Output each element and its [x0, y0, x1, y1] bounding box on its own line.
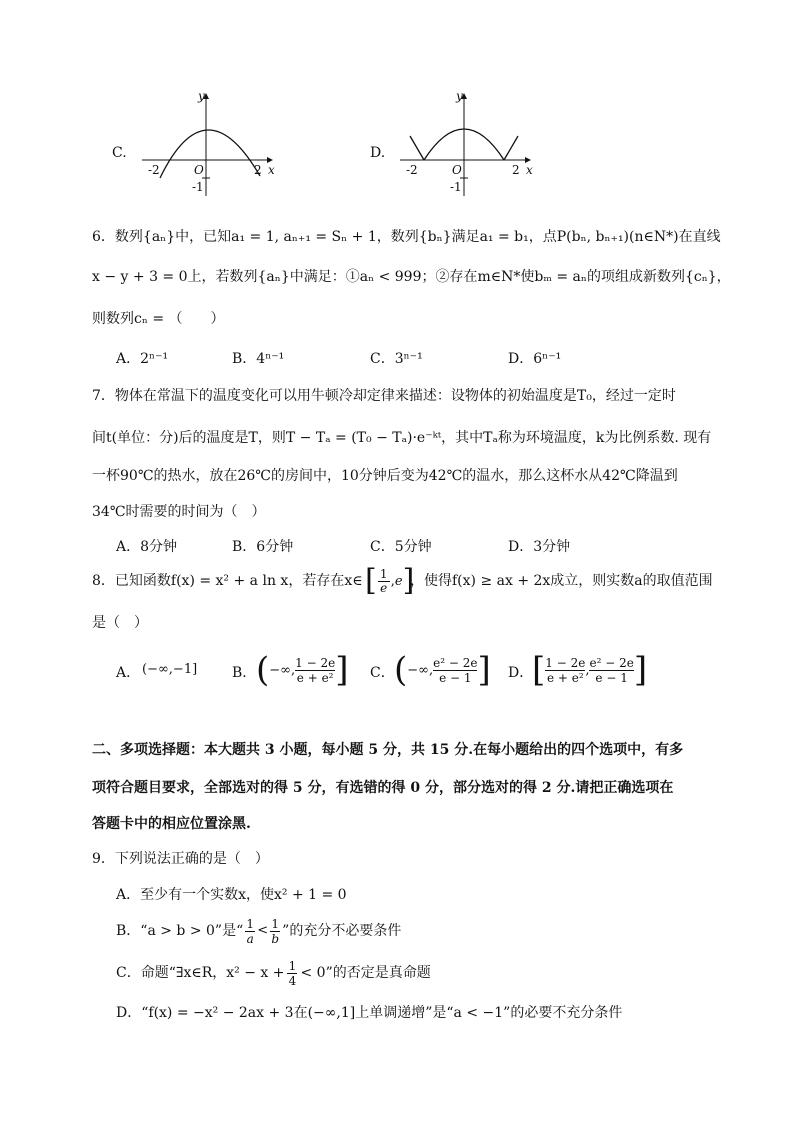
- q8-interval-right: e: [394, 573, 403, 589]
- q8-line1-a: 8．已知函数f(x) = x² + a ln x，若存在x∈: [92, 573, 363, 589]
- q6-option-c: C．3ⁿ⁻¹: [370, 351, 423, 367]
- q8-option-d-num2: e² − 2e: [589, 655, 634, 670]
- graph-c-tick-left: -2: [148, 163, 160, 177]
- q8-option-c-den: e − 1: [439, 670, 472, 685]
- graph-d-label: D.: [370, 145, 386, 161]
- q7-line3: 一杯90℃的热水，放在26℃的房间中，10分钟后变为42℃的温水，那么这杯水从42℃降温到: [92, 468, 678, 484]
- q8-option-c-label: C．: [370, 665, 395, 681]
- q9-option-c-frac-num: 1: [288, 958, 297, 973]
- graph-c: [138, 88, 288, 200]
- q8-option-a: (−∞,−1]: [142, 662, 198, 677]
- q8-option-d-label: D．: [508, 665, 534, 681]
- q9-option-c-post: < 0”的否定是真命题: [300, 965, 431, 981]
- q8-option-b-label: B．: [232, 665, 257, 681]
- q9-option-c-pre: C．命题“∃x∈R，x² − x +: [116, 965, 285, 981]
- q6-line3: 则数列cₙ = （ ）: [92, 311, 225, 327]
- graph-c-y-label: y: [198, 89, 205, 103]
- q8-option-b-left: −∞,: [269, 662, 296, 678]
- q9-option-a: A．至少有一个实数x，使x² + 1 = 0: [116, 887, 347, 903]
- q8-option-b-den: e + e²: [296, 670, 334, 685]
- graph-c-x-label: x: [268, 163, 275, 177]
- q9-stem: 9．下列说法正确的是（ ）: [92, 851, 269, 867]
- q7-option-c: C．5分钟: [370, 539, 432, 555]
- q6-line2: x − y + 3 = 0上，若数列{aₙ}中满足：①aₙ < 999；②存在m∈N*使bₘ = aₙ的项组成新数列{cₙ}，: [92, 269, 731, 285]
- q8-option-d: [ 1 − 2e e + e² , e² − 2e e − 1 ]: [532, 650, 648, 690]
- q7-option-d: D．3分钟: [508, 539, 571, 555]
- graph-c-tick-right: 2: [254, 163, 262, 177]
- q6-line1: 6．数列{aₙ}中，已知a₁ = 1, aₙ₊₁ = Sₙ + 1，数列{bₙ}满足a₁ = b₁，点P(bₙ, bₙ₊₁)(n∈N*)在直线: [92, 229, 721, 245]
- graph-d-tick-bottom: -1: [450, 180, 462, 194]
- q6-option-d: D．6ⁿ⁻¹: [508, 351, 562, 367]
- section2-line2: 项符合题目要求，全部选对的得 5 分，有选错的得 0 分，部分选对的得 2 分.请把正确选项在: [92, 780, 674, 796]
- q8-option-d-den1: e + e²: [546, 670, 584, 685]
- q8-option-c-num: e² − 2e: [433, 655, 478, 670]
- q8-option-c: ( −∞, e² − 2e e − 1 ]: [394, 650, 491, 690]
- q8-option-b: ( −∞, 1 − 2e e + e² ]: [256, 650, 349, 690]
- q7-option-b: B．6分钟: [232, 539, 294, 555]
- q8-option-c-left: −∞,: [407, 662, 434, 678]
- graph-d-tick-left: -2: [406, 163, 418, 177]
- graph-c-tick-bottom: -1: [192, 180, 204, 194]
- q6-option-b: B．4ⁿ⁻¹: [232, 351, 285, 367]
- q8-option-d-den2: e − 1: [595, 670, 628, 685]
- q8-line1-b: ，使得f(x) ≥ ax + 2x成立，则实数a的取值范围: [410, 573, 713, 589]
- q8-interval: [ 1 e , e ]: [365, 563, 415, 598]
- graph-c-origin: O: [194, 163, 204, 177]
- graph-d-y-label: y: [456, 89, 463, 103]
- q7-line2: 间t(单位：分)后的温度是T，则T − Tₐ = (T₀ − Tₐ)·e⁻ᵏᵗ，其中Tₐ称为环境温度，k为比例系数. 现有: [92, 430, 712, 446]
- q6-option-a: A．2ⁿ⁻¹: [116, 351, 169, 367]
- q9-option-d: D．“f(x) = −x² − 2ax + 3在(−∞,1]上单调递增”是“a < −1”的必要不充分条件: [116, 1005, 623, 1021]
- graph-d-origin: O: [452, 163, 462, 177]
- section2-line1: 二、多项选择题：本大题共 3 小题，每小题 5 分，共 15 分.在每小题给出的四个选项中，有多: [92, 742, 684, 758]
- q8-interval-left-num: 1: [379, 566, 388, 581]
- graph-d: [396, 88, 546, 200]
- q7-option-a: A．8分钟: [116, 539, 178, 555]
- graph-d-x-label: x: [526, 163, 533, 177]
- q9-option-b-post: ”的充分不必要条件: [282, 923, 402, 939]
- q8-option-a-label: A．: [116, 665, 141, 681]
- q9-option-c: [116, 956, 431, 990]
- q9-option-b-pre: B．“a > b > 0”是“: [116, 923, 244, 939]
- q7-line4: 34℃时需要的时间为（ ）: [92, 504, 266, 520]
- q7-line1: 7．物体在常温下的温度变化可以用牛顿冷却定律来描述：设物体的初始温度是T₀，经过一定时: [92, 388, 676, 404]
- q9-option-b: B．“a > b > 0”是“ 1 a < 1 b ”的充分不必要条件: [116, 916, 402, 946]
- graph-c-label: C.: [112, 145, 127, 161]
- graph-d-tick-right: 2: [512, 163, 520, 177]
- q8-option-d-num1: 1 − 2e: [545, 655, 586, 670]
- q8-interval-left-den: e: [380, 580, 388, 595]
- q8-line2: 是（ ）: [92, 615, 148, 631]
- q8-option-b-num: 1 − 2e: [295, 655, 336, 670]
- section2-line3: 答题卡中的相应位置涂黑.: [92, 816, 251, 832]
- q9-option-c-frac-den: 4: [288, 973, 297, 988]
